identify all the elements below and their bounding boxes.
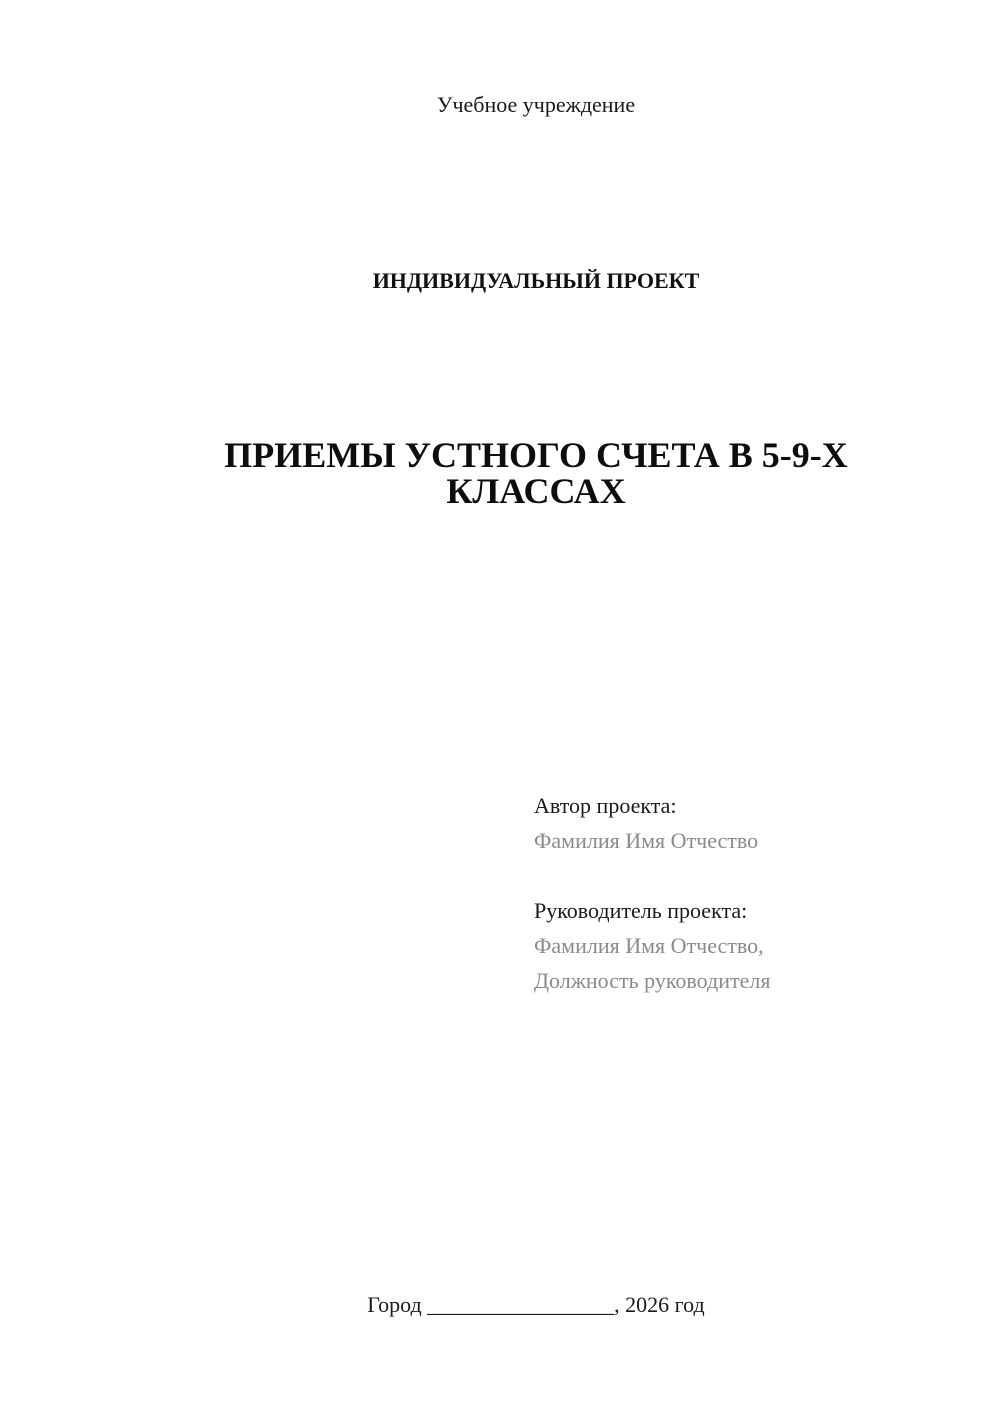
project-title-line-1: ПРИЕМЫ УСТНОГО СЧЕТА В 5-9-Х (224, 435, 848, 475)
supervisor-label: Руководитель проекта: (534, 898, 748, 923)
info-spacer (534, 858, 974, 893)
city-year-footer: Город _________________, 2026 год (367, 1292, 705, 1317)
project-title (0, 437, 1000, 509)
project-title-line-2: КЛАССАХ (446, 471, 626, 511)
supervisor-name: Фамилия Имя Отчество, (534, 933, 764, 958)
project-info-block (534, 788, 974, 998)
supervisor-position: Должность руководителя (534, 968, 771, 993)
author-label: Автор проекта: (534, 793, 677, 818)
author-name: Фамилия Имя Отчество (534, 828, 759, 853)
project-type-heading: ИНДИВИДУАЛЬНЫЙ ПРОЕКТ (372, 268, 700, 293)
institution-name: Учебное учреждение (436, 92, 636, 117)
